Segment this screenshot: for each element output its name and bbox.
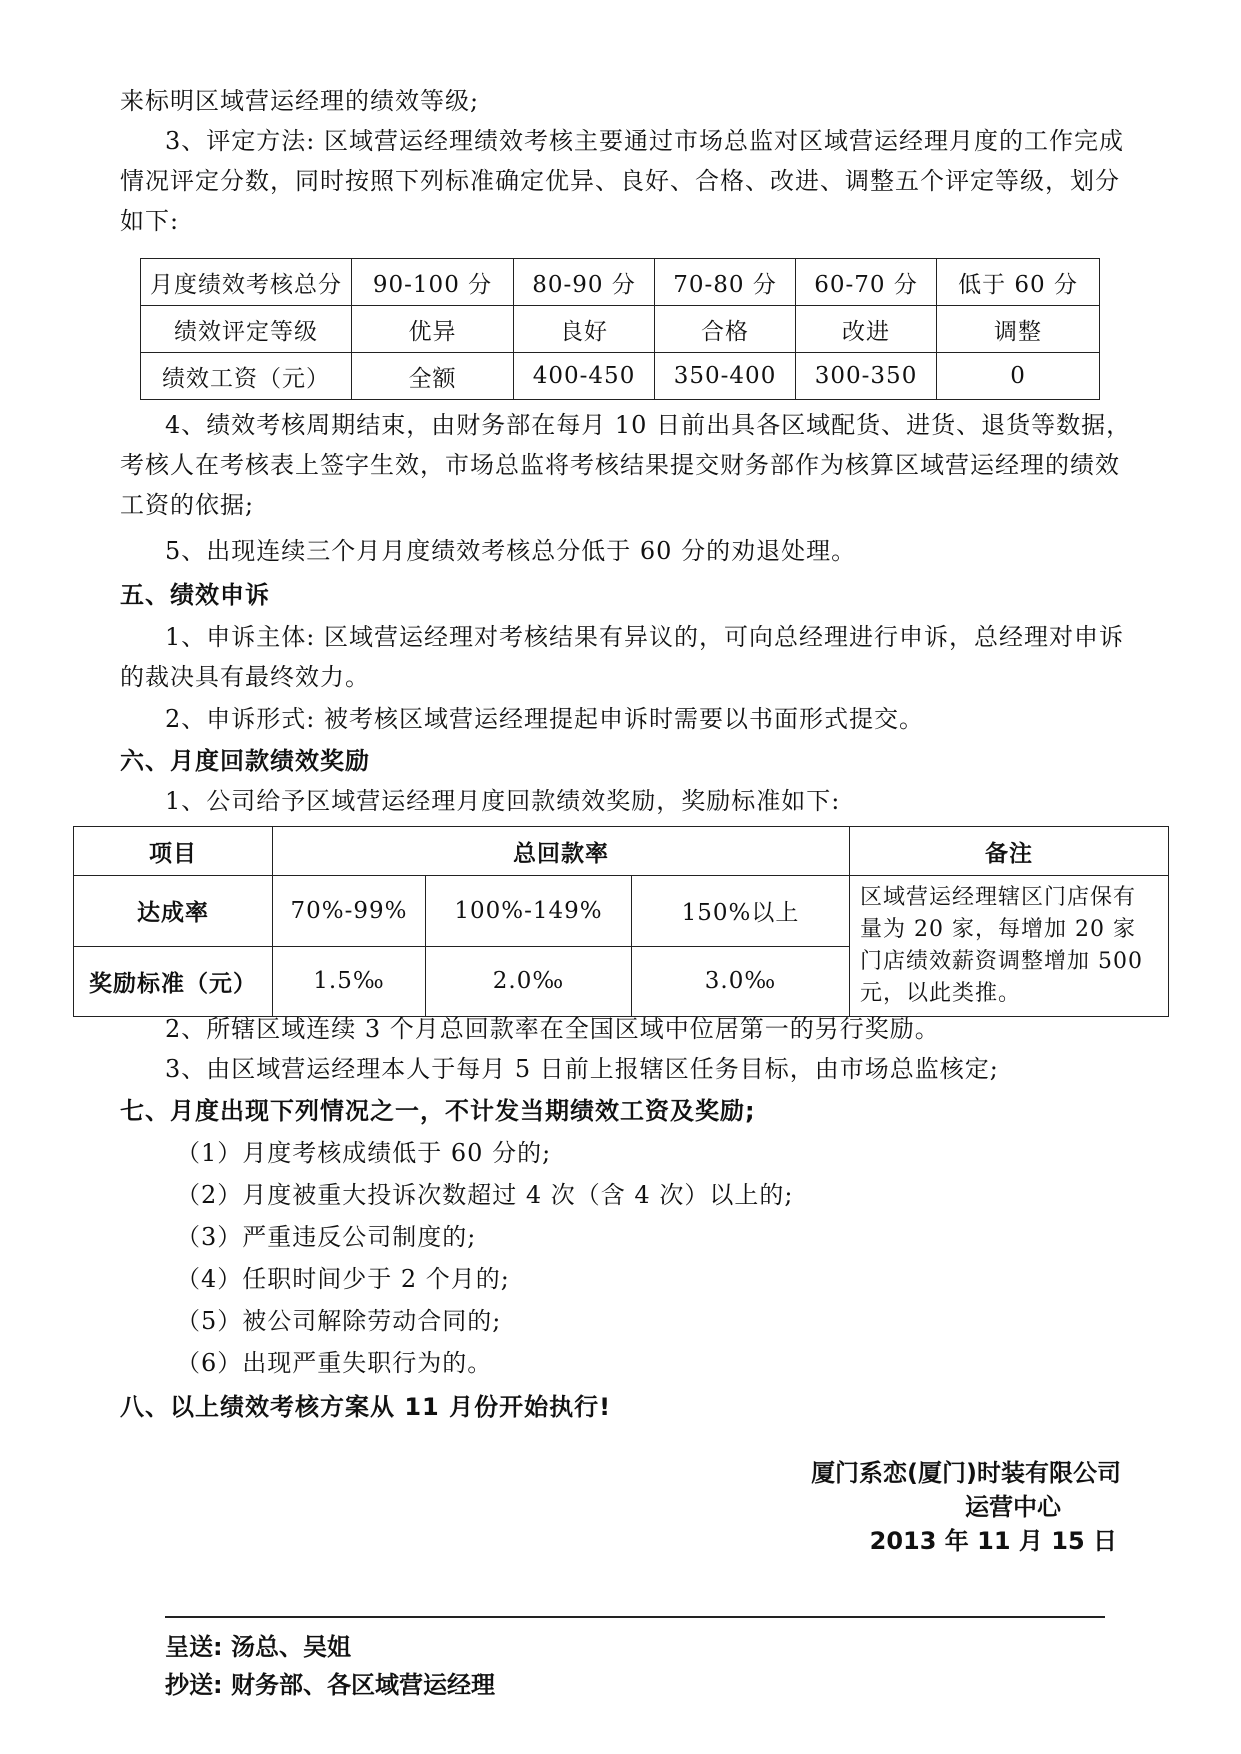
text-line: 来标明区域营运经理的绩效等级;: [120, 87, 480, 115]
table-cell: 低于 60 分: [937, 259, 1100, 306]
table-cell: 300-350: [796, 353, 937, 400]
divider: [165, 1616, 1105, 1618]
table-cell: 400-450: [514, 353, 655, 400]
table-cell: 良好: [514, 306, 655, 353]
section-heading: 五、绩效申诉: [120, 581, 270, 609]
table-header: 项目: [74, 827, 273, 876]
table-cell: 2.0‰: [426, 946, 632, 1017]
table-cell: 150%以上: [632, 876, 850, 947]
table-row: [141, 259, 1100, 306]
list-item: （1）月度考核成绩低于 60 分的;: [176, 1139, 552, 1167]
text-line: 5、出现连续三个月月度绩效考核总分低于 60 分的劝退处理。: [165, 537, 857, 565]
section-heading: 八、以上绩效考核方案从 11 月份开始执行!: [120, 1393, 612, 1421]
text-line: 情况评定分数，同时按照下列标准确定优异、良好、合格、改进、调整五个评定等级，划分: [120, 167, 1120, 195]
text-line: 2、所辖区域连续 3 个月总回款率在全国区域中位居第一的另行奖励。: [165, 1015, 940, 1043]
table-cell: 合格: [655, 306, 796, 353]
signature-company: 厦门系恋(厦门)时装有限公司: [811, 1459, 1121, 1487]
text-line: 工资的依据;: [120, 491, 255, 519]
table-header: 备注: [850, 827, 1169, 876]
text-line: 4、绩效考核周期结束，由财务部在每月 10 日前出具各区域配货、进货、退货等数据，: [165, 411, 1132, 439]
distribution-to: 呈送: 汤总、吴姐: [165, 1633, 351, 1661]
table-cell: 优异: [352, 306, 514, 353]
table-cell: 60-70 分: [796, 259, 937, 306]
table-header: 总回款率: [273, 827, 850, 876]
table-cell: 70-80 分: [655, 259, 796, 306]
table-cell: 绩效评定等级: [141, 306, 352, 353]
table-cell: 70%-99%: [273, 876, 426, 947]
table-row: [74, 876, 1169, 947]
text-line: 的裁决具有最终效力。: [120, 663, 370, 691]
table-cell: 调整: [937, 306, 1100, 353]
list-item: （6）出现严重失职行为的。: [176, 1349, 493, 1377]
text-line: 3、评定方法: 区域营运经理绩效考核主要通过市场总监对区域营运经理月度的工作完成: [165, 127, 1124, 155]
note-cell: 区域营运经理辖区门店保有量为 20 家，每增加 20 家门店绩效薪资调整增加 500 元，以此类推。: [850, 876, 1169, 1017]
section-heading: 七、月度出现下列情况之一，不计发当期绩效工资及奖励;: [120, 1097, 756, 1125]
table-cell: 100%-149%: [426, 876, 632, 947]
table-cell: 改进: [796, 306, 937, 353]
text-line: 如下:: [120, 207, 180, 235]
signature-dept: 运营中心: [965, 1493, 1061, 1521]
list-item: （5）被公司解除劳动合同的;: [176, 1307, 502, 1335]
table-cell: 80-90 分: [514, 259, 655, 306]
table-row: [141, 353, 1100, 400]
table-cell: 全额: [352, 353, 514, 400]
table-cell: 350-400: [655, 353, 796, 400]
performance-grade-table: [140, 258, 1100, 400]
distribution-cc: 抄送: 财务部、各区域营运经理: [165, 1671, 495, 1699]
table-row: [141, 306, 1100, 353]
section-heading: 六、月度回款绩效奖励: [120, 747, 370, 775]
text-line: 1、申诉主体: 区域营运经理对考核结果有异议的，可向总经理进行申诉，总经理对申诉: [165, 623, 1124, 651]
table-cell: 绩效工资（元）: [141, 353, 352, 400]
table-cell: 3.0‰: [632, 946, 850, 1017]
table-cell: 90-100 分: [352, 259, 514, 306]
list-item: （4）任职时间少于 2 个月的;: [176, 1265, 510, 1293]
text-line: 2、申诉形式: 被考核区域营运经理提起申诉时需要以书面形式提交。: [165, 705, 924, 733]
table-cell: 1.5‰: [273, 946, 426, 1017]
row-label: 达成率: [74, 876, 273, 947]
signature-date: 2013 年 11 月 15 日: [869, 1527, 1117, 1555]
table-row: [74, 827, 1169, 876]
table-cell: 0: [937, 353, 1100, 400]
text-line: 考核人在考核表上签字生效，市场总监将考核结果提交财务部作为核算区域营运经理的绩效: [120, 451, 1120, 479]
list-item: （3）严重违反公司制度的;: [176, 1223, 477, 1251]
text-line: 1、公司给予区域营运经理月度回款绩效奖励，奖励标准如下:: [165, 787, 841, 815]
list-item: （2）月度被重大投诉次数超过 4 次（含 4 次）以上的;: [176, 1181, 794, 1209]
text-line: 3、由区域营运经理本人于每月 5 日前上报辖区任务目标，由市场总监核定;: [165, 1055, 999, 1083]
payment-reward-table: [73, 826, 1169, 1017]
row-label: 奖励标准（元）: [74, 946, 273, 1017]
table-cell: 月度绩效考核总分: [141, 259, 352, 306]
